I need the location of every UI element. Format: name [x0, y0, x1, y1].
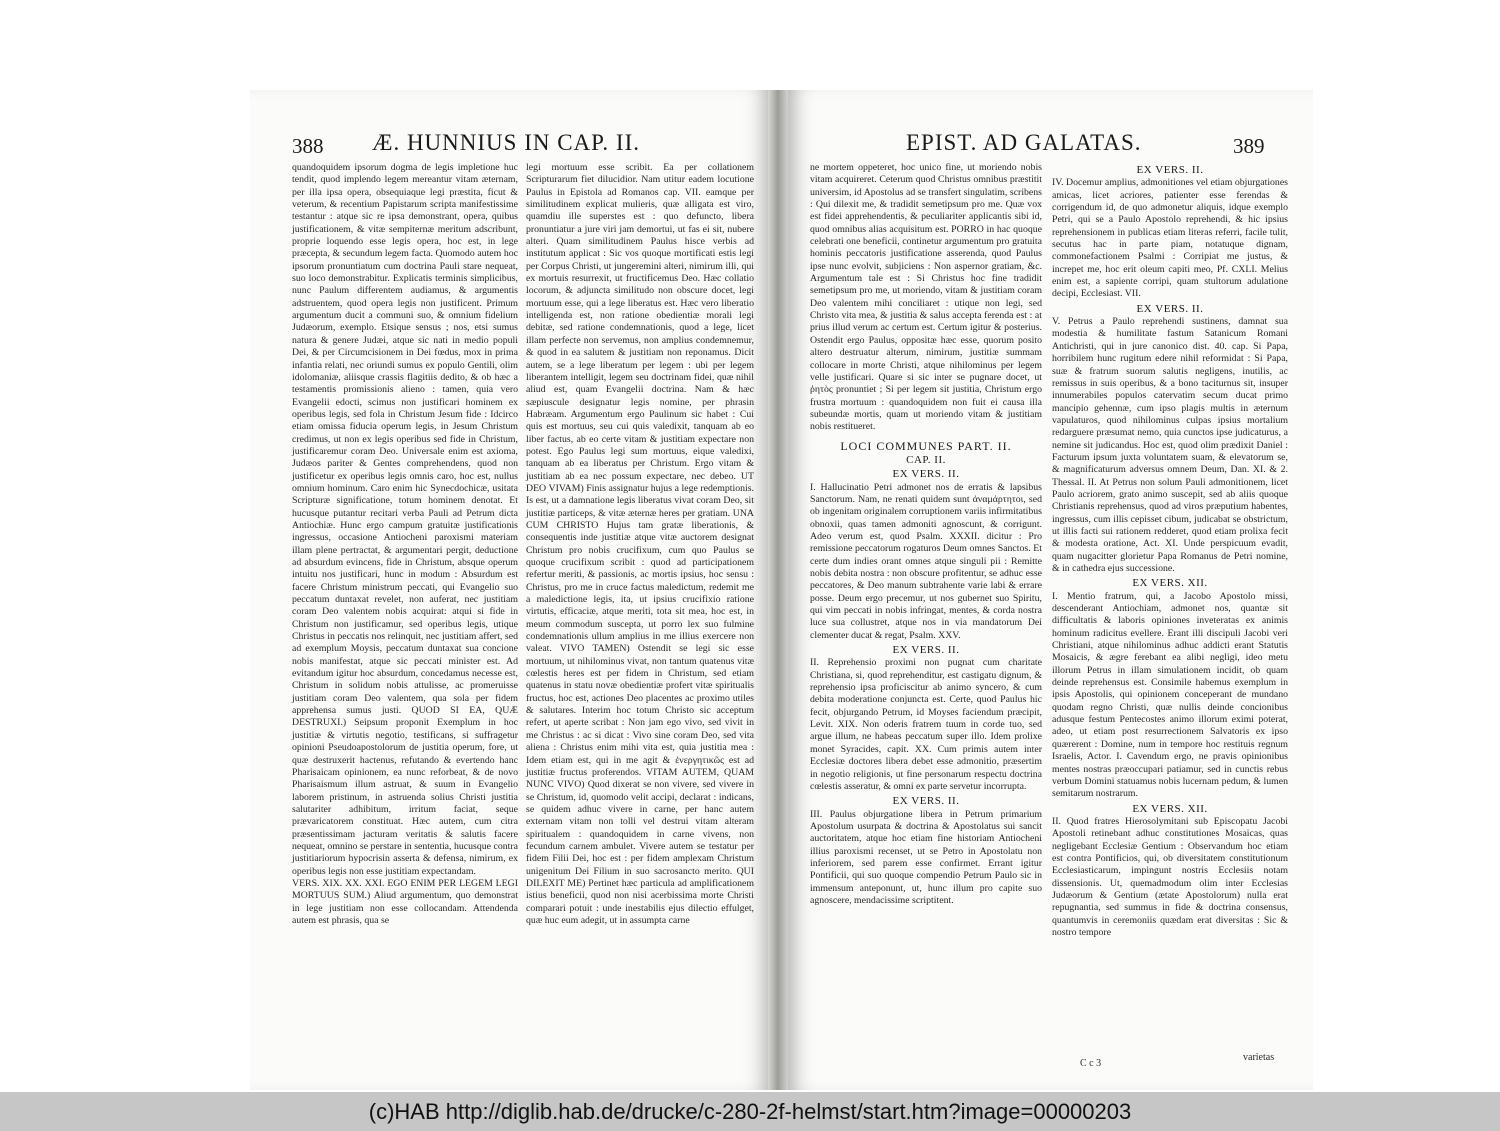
book-gutter — [768, 90, 790, 1090]
copyright-banner — [0, 1092, 1500, 1131]
running-head: EPIST. AD GALATAS. — [906, 130, 1142, 155]
chapter-heading: CAP. II. — [906, 453, 946, 466]
verse-heading: EX VERS. II. — [892, 644, 960, 657]
copyright-text: (c)HAB http://diglib.hab.de/drucke/c-280-2f-helmst/start.htm?image=00000203 — [368, 1098, 1132, 1124]
verse-heading: EX VERS. II. — [1136, 164, 1204, 176]
paragraph: quandoquidem ipsorum dogma de legis impletione huc tendit, quod implendo legem mereantur vitam æternam, per illa ipsa opera, obsequiaque legi præstita, ficut & veterum, & recentium Papistarum scripta manifestissime testantur : atque sic re ipsa demonstrant, opera, quibus justificationem, & vitæ sempiternæ meritum adscribunt, proprie loquendo esse legis opera, hoc est, in lege præcepta, & secundum legem facta. Quomodo autem hoc ipsorum pronuntiatum cum doctrina Pauli stare nequeat, suo loco demonstrabitur. Explicatis terminis simplicibus, nunc Paulum differentem audiamus, & argumentis adstruentem, quod opera legis non justificent. Primum argumentum ducit a communi suo, & omnium fidelium Judæorum, exemplo. Etsique sensus ; nos, etsi sumus natura & genere Judæi, atque sic nati in medio populi Dei, & per Circumcisionem in Dei fœdus, mox in prima infantia relati, nec oriundi sumus ex populo Gentili, olim idolomaniæ, aliisque crassis flagitiis dedito, & ob hæc a testamentis promissionis alieno : tamen, quia vero Evangelii edocti, scimus non justificari hominem ex operibus legis, sed fola in Christum Jesum fide : Idcirco etiam omissa fiducia operum legis, in Jesum Christum credimus, ut non ex legis operibus sed fide in Christum, justificaremur coram Deo. Universale enim est axioma, Judæos pariter & Gentes comprehendens, quod non justificetur ex operibus legis omnis caro, hoc est, nullus omnium hominum. Caro enim hic Synecdochicæ, usitata Scripturæ significatione, totum hominem denotat. Et hucusque putantur recitari verba Pauli ad Petrum dicta Antiochiæ. Hunc ergo campum gratuitæ justificationis ingressus, occasione Antiocheni paroxismi materiam illam plene pertractat, & argumentari pergit, deductione ad absurdum evincens, fide in Christum, absque operum intuitu nos justificari, hunc in modum : Absurdum est facere Christum ministrum peccati, qui Evangelio suo peccatum duntaxat revelet, non auferat, nec justitiam coram Deo valentem nobis acquirat: atqui si fide in Christum non justificamur, sed operibus legis, utique Christus in peccatis nos relinquit, nec justitiam affert, sed ad exemplum Moysis, peccatum duntaxat sua concione nobis manifestat, atque sic peccati minister est. Ad evitandum igitur hoc absurdum, concedamus necesse est, Christum in solidum nobis attulisse, ac promeruisse justitiam coram Deo valentem, qua sola per fidem apprehensa sumus justi. QUOD SI EA, QUÆ DESTRUXI.) Seipsum proponit Exemplum in hoc justitiæ & virtutis negotio, testificans, si suffragetur opinioni Pseudoapostolorum de justitia operum, fore, ut quæ destruxerit hactenus, refutando & evertendo hanc Pharisaicam opinionem, ea nunc reforbeat, & de novo Pharisaismum illum astruat, & suum in Evangelio laborem pristinum, in astruenda solius Christi justitia salutariter adhibitum, irritum faciat, seque prævaricatorem constituat. Hæc autem, cum citra præsentissimam jacturam veritatis & salutis facere nequeat, omnino se perstare in sententia, hucusque contra justitiariorum hypocrisin asserta & defensa, nimirum, ex operibus legis non esse justitiam expectandam. — [292, 162, 518, 877]
paragraph: legi mortuum esse scribit. Ea per collationem Scripturarum fiet dilucidior. Nam utitur eadem locutione Paulus in Epistola ad Romanos cap. VII. eamque per similitudinem explicat mulieris, quæ alligata est viro, quamdiu ille superstes est : quo defuncto, libera pronuntiatur a jure viri jam demortui, ut fas ei sit, nubere alteri. Quam similitudinem Paulus hisce verbis ad institutum applicat : Sic vos quoque mortificati estis legi per Corpus Christi, ut jungeremini alteri, nimirum illi, qui ex mortuis resurrexit, ut fructificemus Deo. Hæc collatio locorum, & adjuncta similitudo non obscure docet, legi mortuum esse, qui a lege liberatus est. Hæc vero liberatio intelligenda est, non ratione obedientiæ morali legi debitæ, sed ratione condemnationis, quod a lege, licet illam perfecte non servemus, non amplius condemnemur, & quod in ea salutem & justitiam non reponamus. Dicit autem, se a lege liberatum per legem : ubi per legem liberantem intelligit, legem seu doctrinam fidei, quæ nihil aliud est, quam Evangelii doctrina. Nam & hæc sæpiuscule designatur legis nomine, per phrasin Habræam. Argumentum ergo Paulinum sic habet : Cui quis est mortuus, seu cui quis valedixit, tanquam ab eo liber factus, ab eo certe vitam & justitiam expectare non potest. Ego Paulus legi sum mortuus, eique valedixi, tanquam ab ea liberatus per Christum. Ergo vitam & justitiam ab ea nec possum expectare, nec debeo. UT DEO VIVAM) Finis assignatur hujus a lege redemptionis. Is est, ut a damnatione legis liberatus vivat coram Deo, sit justitiæ particeps, & vitæ æternæ heres per gratiam. UNA CUM CHRISTO Hujus tam gratæ liberationis, & consequentis inde justitiæ atque vitæ auctorem designat Christum pro nobis crucifixum, cum quo Paulus se quoque crucifixum scribit : quod ad participationem refertur meriti, & passionis, ac mortis ipsius, hoc sensu : Christus, pro me in cruce factus maledictum, redemit me a maledictione legis, ita, ut ipsius crucifixio ratione virtutis, efficaciæ, atque meriti, tota sit mea, hoc est, in meum commodum suscepta, ut porro lex suo fulmine condemnationis ullum amplius in me illius exercere non valeat. VIVO TAMEN) Ostendit se legi sic esse mortuum, ut nihilominus vivat, non tantum quatenus vitæ cœlestis heres est per fidem in Christum, sed etiam quatenus in statu novæ obedientiæ profert vitæ spiritualis fructus, hoc est, actiones Deo placentes ac proximo utiles & salutares. Interim hoc totum Christo sic acceptum refert, ut aperte scribat : Non jam ego vivo, sed vivit in me Christus : ac si dicat : Vivo sine coram Deo, sed vita aliena : Christus enim mihi vita est, quia justitia mea : Idem etiam est, qui in me agit & ἐνεργητικῶς est ad justitiæ fructus proferendos. VITAM AUTEM, QUAM NUNC VIVO) Quod dixerat se non vivere, sed vivere in se Christum, id, quomodo velit accipi, declarat : indicans, se quidem adhuc vivere in carne, per hanc autem externam vitam non tolli vel destrui vitam alteram spiritualem : quandoquidem in carne vivens, non fecundum carnem ambulet. Vivere autem se testatur per fidem Filii Dei, hoc est : per fidem amplexam Christum unigenitum Dei Filium in suo sacrosancto merito. QUI DILEXIT ME) Pertinet hæc particula ad amplificationem istius beneficii, quod non nisi acerbissima morte Christi comparari potuit : unde inestabilis ejus dilectio effulget, quæ huc eum adegit, ut in assumpta carne — [526, 162, 754, 926]
verse-heading: EX VERS. XII. — [1132, 577, 1208, 590]
verse-heading: EX VERS. XII. — [1132, 802, 1208, 815]
paragraph: VERS. XIX. XX. XXI. EGO ENIM PER LEGEM LEGI MORTUUS SUM.) Aliud argumentum, quo demonstrat in lege justitiam non esse collocandam. Attendenda autem est phrasis, qua se — [292, 877, 518, 926]
verse-heading: EX VERS. II. — [1136, 302, 1204, 315]
paragraph: II. Reprehensio proximi non pugnat cum charitate Christiana, si, quod reprehenditur, est castigatu dignum, & reprehensio ipsa proficiscitur ab animo syncero, & cum debita moderatione conjuncta est. Certe, quod Paulus hic fecit, objurgando Petrum, id Moyses faciendum præcipit, Levit. XIX. Non oderis fratrem tuum in corde tuo, sed argue illum, ne habeas peccatum super illo. Idem prolixe monet Syracides, capit. XX. Cum primis autem inter Ecclesiæ doctores libera debet esse admonitio, præsertim in negotio religionis, ut fine personarum respectu doctrina cœlestis asseratur, & omni ex parte servetur incorrupta. — [810, 657, 1042, 792]
signature-mark: C c 3 — [1080, 1058, 1102, 1069]
catchword: varietas — [1243, 1052, 1275, 1063]
section-heading: LOCI COMMUNES PART. II. — [840, 438, 1012, 453]
paragraph: I. Mentio fratrum, qui, a Jacobo Apostolo missi, descenderant Antiochiam, admonet nos, quantæ sit difficultatis & laboris opiniones inveteratas ex animis hominum radicitus evellere. Erant illi discipuli Jacobi veri Christiani, atque nihilominus adhuc addicti erant Statutis Mosaicis, & ægre ferebant ea alibi negligi, ideo metu illorum Petrus in illam simulationem incidit, ob quam deinde reprehensus est. Consimile habemus exemplum in ipsis Apostolis, qui opinionem conceperant de mundano quodam regno Christi, quæ nullis deinde concionibus adusque festum Pentecostes animo illorum eximi poterat, adeo, ut etiam post resurrectionem Salvatoris ex ipso quærerent : Domine, num in tempore hoc restituis regnum Israelis, Actor. I. Cavendum ergo, ne pravis opinionibus mentes nostras præoccupari patiamur, sed in cunctis rebus verbum Domini statuamus nobis lucernam pedum, & lumen semitarum nostrarum. — [1052, 590, 1288, 800]
running-head: Æ. HUNNIUS IN CAP. II. — [372, 130, 640, 155]
paragraph: I. Hallucinatio Petri admonet nos de erratis & lapsibus Sanctorum. Nam, ne renati quidem sunt ἀναμάρτητοι, sed ob ingenitam originalem corruptionem variis infirmitatibus obnoxii, quas tamen admoniti agnoscunt, & corrigunt. Adeo verum est, quod Psalm. XXXII. dicitur : Pro remissione peccatorum rogaturos Deum omnes Sanctos. Et certe dum indies orant omnes atque singuli pii : Remitte nobis debita nostra : non obscure profitentur, se adhuc esse peccatores, & Deo manum subtrahente varie labi & errare posse. Deum ergo precemur, ut nos gubernet suo Spiritu, qui vim peccati in nobis infringat, mentes, & corda nostra luce sua collustret, atque nos in via mandatorum Dei clementer ducat & regat, Psalm. XXV. — [810, 481, 1042, 641]
paragraph: II. Quod fratres Hierosolymitani sub Episcopatu Jacobi Apostoli retinebant adhuc constitutiones Mosaicas, quas negligebant Ecclesiæ Gentium : Observandum hoc etiam est contra Pontificios, qui, ob diversitatem constitutionum Ecclesiasticarum, impingunt nostris Ecclesiis notam dissensionis. Ut, quemadmodum olim inter Ecclesias Judæorum & Gentium (ætate Apostolorum) nulla erat repugnantia, sed summus in fide & doctrina consensus, quantumvis in ceremoniis quædam erat diversitas : Sic & nostro tempore — [1052, 815, 1288, 938]
text-column-1 — [292, 162, 518, 927]
verse-heading: EX VERS. II. — [892, 795, 960, 808]
left-page — [250, 90, 770, 1090]
text-column-2 — [1052, 162, 1288, 939]
paragraph: IV. Docemur amplius, admonitiones vel etiam objurgationes amicas, licet acriores, patienter esse ferendas & corrigendum id, de quo admonetur aliquis, idque exemplo Petri, qui se a Paulo Apostolo reprehendi, & hic ipsius reprehensionem in publicas etiam literas referri, facile tulit, secutus hac in parte piam, notatuque dignam, commonefactionem Psalmi : Corripiat me justus, & increpet me, hoc erit oleum capiti meo, Pf. CXLI. Melius enim est, a sapiente corripi, quam stultorum adulatione decipi, Ecclesiast. VII. — [1052, 177, 1288, 300]
text-column-2 — [526, 162, 754, 927]
page-number: 388 — [292, 134, 324, 158]
paragraph: ne mortem oppeteret, hoc unico fine, ut moriendo nobis vitam acquireret. Ceterum quod Christus omnibus præstitit universim, id Apostolus ad se transfert singulatim, scribens : Qui dilexit me, & tradidit semetipsum pro me. Quæ vox est fidei apprehendentis, & peculiariter applicantis sibi id, quod omnibus alias acquisitum est. PORRO in hac quoque celebrati one beneficii, continetur argumentum pro gratuita hominis peccatoris justificatione asserenda, quod Paulus ipse nunc evolvit, subjiciens : Non aspernor gratiam, &c. Argumentum tale est : Si Christus hoc fine tradidit semetipsum pro me, ut moriendo, vitam & justitiam coram Deo valentem mihi conciliaret : utique non legi, sed Christo vita mea, & justitia & salus accepta ferenda est : at prius illud verum ac certum est. Certum igitur & posterius. Ostendit ergo Paulus, oppositæ hæc esse, quorum posito altero destruatur alterum, nimirum, justitiæ summam collocare in morte Christi, atque nihilominus per legem velle justificari. Quare si sic inter se pugnare docet, ut ῥητὸς pronuntiet ; Si per legem sit justitia, Christum ergo frustra mortuum : quandoquidem non fuit ei causa illa subeundæ mortis, quam ut moriendo vitam & justitiam nobis restitueret. — [810, 162, 1042, 433]
verse-heading: EX VERS. II. — [892, 468, 960, 481]
text-column-1 — [810, 162, 1042, 907]
page-number: 389 — [1233, 134, 1265, 158]
paragraph: III. Paulus objurgatione libera in Petrum primarium Apostolum usurpata & doctrina & Apostolatus sui sancit auctoritatem, atque hoc etiam fine historiam Antiocheni illius paroxismi recenset, ut se Petro in Apostolatu non inferiorem, sed parem esse confirmet. Errant igitur Pontificii, qui suo quoque compendio Petrum Paulo sic in immensum anteponunt, ut, hunc illum pro capite suo agnoscere, mendacissime scriptitent. — [810, 808, 1042, 906]
right-page — [788, 90, 1313, 1090]
paragraph: V. Petrus a Paulo reprehendi sustinens, damnat sua modestia & humilitate fastum Satanicum Romani Antichristi, qui in jure canonico dist. 40. cap. Si Papa, horribilem hunc rugitum edere nihil reformidat : Si Papa, suæ & fratrum suorum salutis negligens, inutilis, ac remissus in suis operibus, & a bono taciturnus sit, insuper innumerabiles populos catervatim secum ducat primo mancipio gehennæ, cum ipso plagis multis in æternum vapulaturos, quod nihilominus culpas ipsius mortalium redarguere præsumat nemo, quia cunctos ipse judicaturus, a nemine sit judicandus. Hoc est, quod olim prædixit Daniel : Facturum ipsum juxta voluntatem suam, & elevatorum se, & magnificaturum adversus omnem Deum, Dan. XI. & 2. Thessal. II. At Petrus non solum Pauli admonitionem, licet Paulo acriorem, grato animo suscepit, sed ab aliis quoque Christianis reprehensus, quod ad viros præputium habentes, ingressus, cum illis cepisset cibum, judicabat se obstrictum, ut illis facti sui rationem redderet, quod etiam prolixa fecit & modesta oratione, Act. XI. Unde perspicuum evadit, quam nugacitter glorietur Papa Romanus de Petri nomine, & in cathedra ejus successione. — [1052, 316, 1288, 574]
